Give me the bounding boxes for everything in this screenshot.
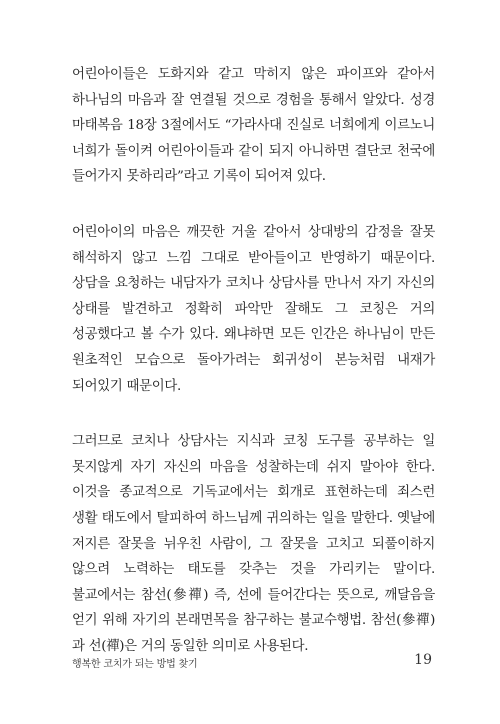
page-footer [72,652,432,672]
paragraph-2: 어린아이의 마음은 깨끗한 거울 같아서 상대방의 감정을 잘못 해석하지 않고 느낌 그대로 받아들이고 반영하기 때문이다. 상담을 요청하는 내담자가 코치나 상담사를 만나서 자기 자신의 상태를 발견하고 정확히 파악만 잘해도 그 코칭은 거의 성공했다고 볼 수가 있다. 왜냐하면 모든 인간은 하나님이 만든 원초적인 모습으로 돌아가려는 회귀성이 본능처럼 내재가 되어있기 때문이다. [72,224,435,394]
paragraph-1: 어린아이들은 도화지와 같고 막히지 않은 파이프와 같아서 하나님의 마음과 잘 연결될 것으로 경험을 통해서 알았다. 성경 마태복음 18장 3절에서도 “가라사대 진실로 너희에게 이르노니 너희가 돌이켜 어린아이들과 같이 되지 아니하면 결단코 천국에 들어가지 못하리라”라고 기록이 되어져 있다. [72,67,435,185]
page-number: 19 [414,652,432,668]
running-title: 행복한 코치가 되는 방법 찾기 [72,659,198,670]
paragraph-3: 그러므로 코치나 상담사는 지식과 코칭 도구를 공부하는 일 못지않게 자기 자신의 마음을 성찰하는데 쉬지 말아야 한다. 이것을 종교적으로 기독교에서는 회개로 표현하는데 죄스런 생활 태도에서 탈피하여 하느님께 귀의하는 일을 말한다. 옛날에 저지른 잘못을 뉘우친 사람이, 그 잘못을 고치고 되풀이하지 않으려 노력하는 태도를 갖추는 것을 가리키는 말이다. 불교에서는 참선(參禪) 즉, 선에 들어간다는 뜻으로, 깨달음을 얻기 위해 자기의 본래면목을 참구하는 불교수행법. 참선(參禪)과 선(禪)은 거의 동일한 의미로 사용된다. [72,434,435,654]
body-text [72,62,435,689]
